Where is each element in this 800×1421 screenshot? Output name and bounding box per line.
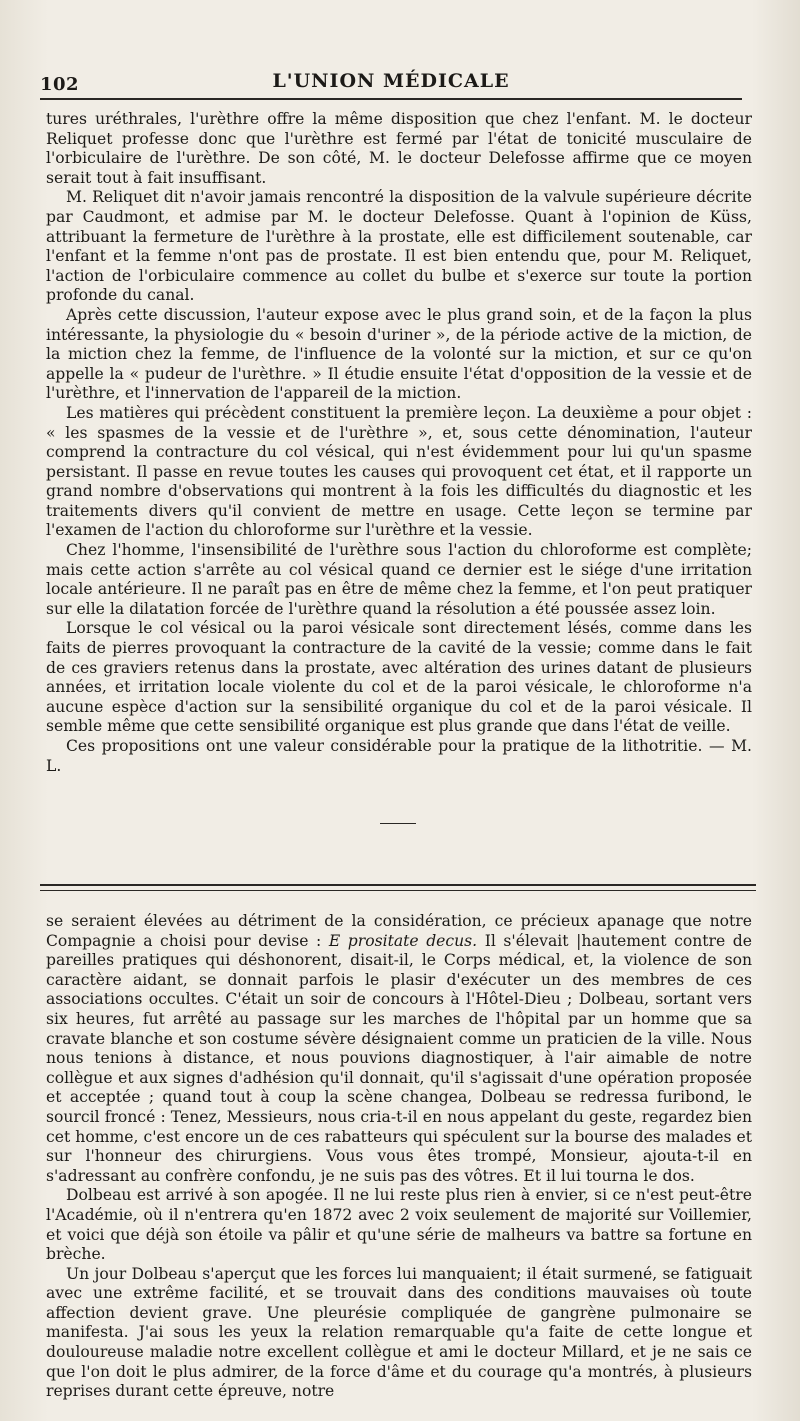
paragraph: Lorsque le col vésical ou la paroi vésicale sont directement lésés, comme dans les faits de pierres provoquant la contracture de la cavité de la vessie; comme dans le fait de ces graviers retenus dans la prostate, avec altération des urines datant de plusieurs années, et irritation locale violente du col et de la paroi vésicale, le chloroforme n'a aucune espèce d'action sur la sensibilité organique du col et de la paroi vésicale. Il semble même que cette sensibilité organique est plus grande que dans l'état de veille. (46, 619, 752, 736)
closing-paragraph: Ces propositions ont une valeur considérable pour la pratique de la lithotritie. — M. L. (46, 737, 752, 775)
feuilleton-divider (40, 884, 756, 886)
paragraph: Dolbeau est arrivé à son apogée. Il ne lui reste plus rien à envier, si ce n'est peut-être l'Académie, où il n'entrera qu'en 1872 avec 2 voix seulement de majorité sur Voillemier, et voici que déjà son étoile va pâlir et qu'une série de malheurs va battre sa fortune en brèche. (46, 1186, 752, 1264)
paragraph: tures uréthrales, l'urèthre offre la même disposition que chez l'enfant. M. le docteur Reliquet professe donc que l'urèthre est fermé par l'état de tonicité musculaire de l'orbiculaire de l'urèthre. De son côté, M. le docteur Delefosse affirme que ce moyen serait tout à fait insuffisant. (46, 110, 752, 187)
paragraph: Les matières qui précèdent constituent la première leçon. La deuxième a pour objet : « les spasmes de la vessie et de l'urèthre », et, sous cette dénomination, l'auteur comprend la contracture du col vésical, qui n'est évidemment pour lui qu'un spasme persistant. Il passe en revue toutes les causes qui provoquent cet état, et il rapporte un grand nombre d'observations qui montrent à la fois les difficultés du diagnostic et les traitements divers qu'il convient de mettre en usage. Cette leçon se termine par l'examen de l'action du chloroforme sur l'urèthre et la vessie. (46, 403, 752, 540)
paragraph: M. Reliquet dit n'avoir jamais rencontré la disposition de la valvule supérieure décrite par Caudmont, et admise par M. le docteur Delefosse. Quant à l'opinion de Küss, attribuant la fermeture de l'urèthre à la prostate, elle est difficilement soutenable, car l'enfant et la femme n'ont pas de prostate. Il est bien entendu que, pour M. Reliquet, l'action de l'orbiculaire commence au collet du bulbe et s'exerce sur toute la portion profonde du canal. (46, 188, 752, 305)
article-top-column (46, 110, 752, 776)
paragraph: Un jour Dolbeau s'aperçut que les forces lui manquaient; il était surmené, se fatiguait avec une extrême facilité, et se trouvait dans des conditions mauvaises où toute affection devient grave. Une pleurésie compliquée de gangrène pulmonaire se manifesta. J'ai sous les yeux la relation remarquable qu'a faite de cette longue et douloureuse maladie notre excellent collègue et ami le docteur Millard, et je ne sais ce que l'on doit le plus admirer, de la force d'âme et du courage qu'a montrés, à plusieurs reprises durant cette épreuve, notre (46, 1264, 752, 1401)
paragraph: Après cette discussion, l'auteur expose avec le plus grand soin, et de la façon la plus intéressante, la physiologie du « besoin d'uriner », de la période active de la miction, de la miction chez la femme, de l'influence de la volonté sur la miction, et sur ce qu'on appelle la « pudeur de l'urèthre. » Il étudie ensuite l'état d'opposition de la vessie et de l'urèthre, et l'innervation de l'appareil de la miction. (46, 305, 752, 403)
paragraph: Chez l'homme, l'insensibilité de l'urèthre sous l'action du chloroforme est complète; mais cette action s'arrête au col vésical quand ce dernier est le siége d'une irritation locale antérieure. Il ne paraît pas en être de même chez la femme, et l'on peut pratiquer sur elle la dilatation forcée de l'urèthre quand la résolution a été poussée assez loin. (46, 541, 752, 618)
text-run: Il s'élevait |hautement contre de pareilles pratiques qui déshonorent, disait-il, le Corps médical, et, la violence de son caractère aidant, se donnait parfois le plasir d'exécuter un des membres de ces associations occultes. C'était un soir de concours à l'Hôtel-Dieu ; Dolbeau, sortant vers six heures, fut arrêté au passage sur les marches de l'hôpital par un homme que sa cravate blanche et son costume sévère désignaient comme un praticien de la ville. Nous nous tenions à distance, et nous pouvions diagnostiquer, à l'air aimable de notre collègue et aux signes d'adhésion qu'il donnait, qu'il s'agissait d'une opération proposée et acceptée ; quand tout à coup la scène changea, Dolbeau se redressa furibond, le sourcil froncé : Tenez, Messieurs, nous cria-t-il en nous appelant du geste, regardez bien cet homme, c'est encore un de ces rabatteurs qui spéculent sur la bourse des malades et sur l'honneur des chirurgiens. Vous vous êtes trompé, Monsieur, ajouta-t-il en s'adressant au confrère confondu, je ne suis pas des vôtres. Et il lui tourna le dos. (46, 931, 752, 1185)
article-bottom-column (46, 912, 752, 1402)
text-run: se seraient élevées au détriment de la considération, ce précieux apanage que notre Compagnie a choisi pour devise : (46, 912, 752, 950)
section-end-rule (380, 823, 416, 824)
header-rule (40, 98, 742, 100)
paragraph (46, 912, 752, 1186)
page-header (40, 64, 742, 96)
running-title: L'UNION MÉDICALE (272, 70, 510, 92)
feuilleton-divider-thin (40, 890, 756, 891)
page-number: 102 (40, 74, 80, 95)
motto: E prositate decus. (328, 931, 478, 950)
